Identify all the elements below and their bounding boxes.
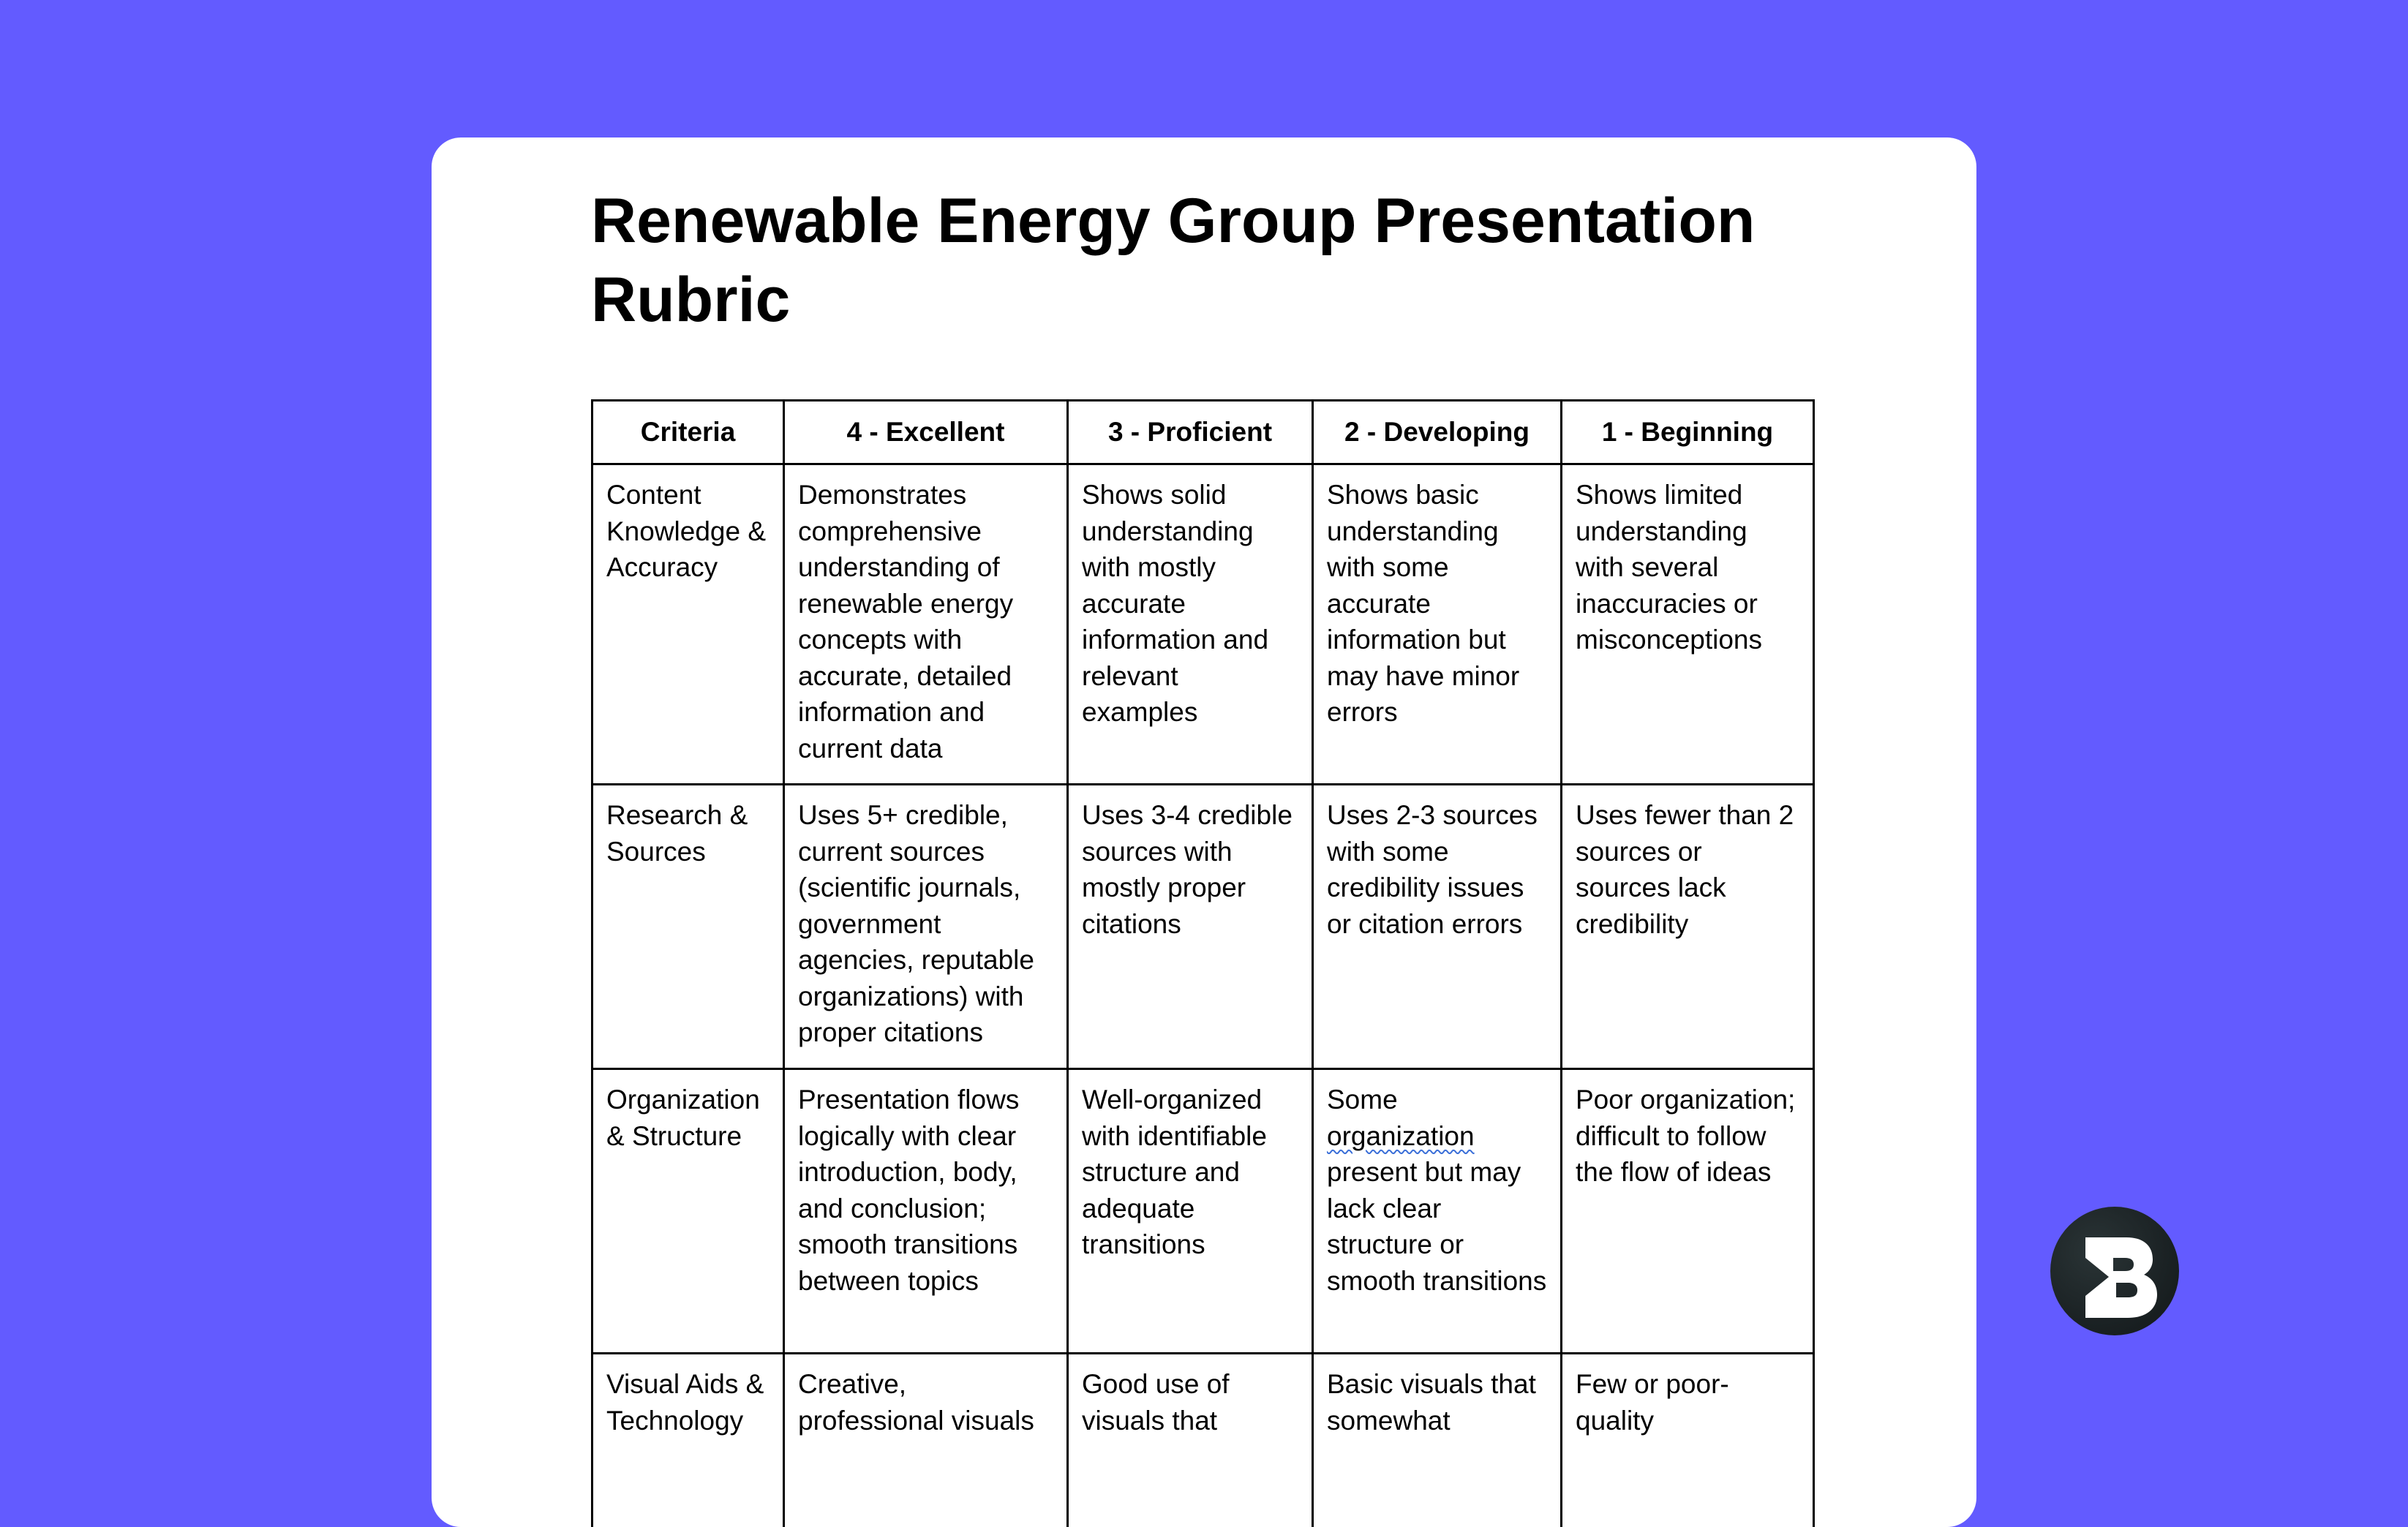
brand-logo-icon <box>2050 1207 2179 1335</box>
excellent-cell: Presentation flows logically with clear introduction, body, and conclusion; smooth transitions between topics <box>784 1069 1068 1354</box>
header-beginning: 1 - Beginning <box>1562 401 1814 464</box>
table-header-row <box>592 401 1814 464</box>
excellent-cell: Uses 5+ credible, current sources (scientific journals, government agencies, reputable organizations) with proper citations <box>784 785 1068 1069</box>
table-row <box>592 785 1814 1069</box>
excellent-cell: Demonstrates comprehensive understanding of renewable energy concepts with accurate, detailed information and current data <box>784 464 1068 785</box>
criteria-cell: Research & Sources <box>592 785 784 1069</box>
header-excellent: 4 - Excellent <box>784 401 1068 464</box>
header-proficient: 3 - Proficient <box>1068 401 1313 464</box>
beginning-cell: Poor organization; difficult to follow the flow of ideas <box>1562 1069 1814 1354</box>
excellent-cell: Creative, professional visuals <box>784 1354 1068 1527</box>
proficient-cell: Good use of visuals that <box>1068 1354 1313 1527</box>
beginning-cell: Shows limited understanding with several inaccuracies or misconceptions <box>1562 464 1814 785</box>
beginning-cell: Few or poor-quality <box>1562 1354 1814 1527</box>
criteria-cell: Organization & Structure <box>592 1069 784 1354</box>
brand-logo-badge[interactable] <box>2050 1207 2179 1335</box>
document-page <box>432 137 1976 1527</box>
table-row <box>592 464 1814 785</box>
table-row <box>592 1354 1814 1527</box>
criteria-cell: Content Knowledge & Accuracy <box>592 464 784 785</box>
document-title: Renewable Energy Group Presentation Rubric <box>591 181 1835 339</box>
developing-text-pre: Some <box>1327 1085 1398 1115</box>
header-criteria: Criteria <box>592 401 784 464</box>
table-row <box>592 1069 1814 1354</box>
developing-cell: Basic visuals that somewhat <box>1313 1354 1562 1527</box>
developing-cell: Uses 2-3 sources with some credibility issues or citation errors <box>1313 785 1562 1069</box>
developing-cell: Shows basic understanding with some accurate information but may have minor errors <box>1313 464 1562 785</box>
rubric-table <box>591 399 1815 1527</box>
proficient-cell: Shows solid understanding with mostly accurate information and relevant examples <box>1068 464 1313 785</box>
developing-text-post: present but may lack clear structure or smooth transitions <box>1327 1157 1546 1296</box>
proficient-cell: Well-organized with identifiable structure and adequate transitions <box>1068 1069 1313 1354</box>
criteria-cell: Visual Aids & Technology <box>592 1354 784 1527</box>
developing-cell <box>1313 1069 1562 1354</box>
beginning-cell: Uses fewer than 2 sources or sources lack credibility <box>1562 785 1814 1069</box>
proficient-cell: Uses 3-4 credible sources with mostly proper citations <box>1068 785 1313 1069</box>
spellcheck-flagged-word[interactable]: organization <box>1327 1121 1475 1151</box>
header-developing: 2 - Developing <box>1313 401 1562 464</box>
